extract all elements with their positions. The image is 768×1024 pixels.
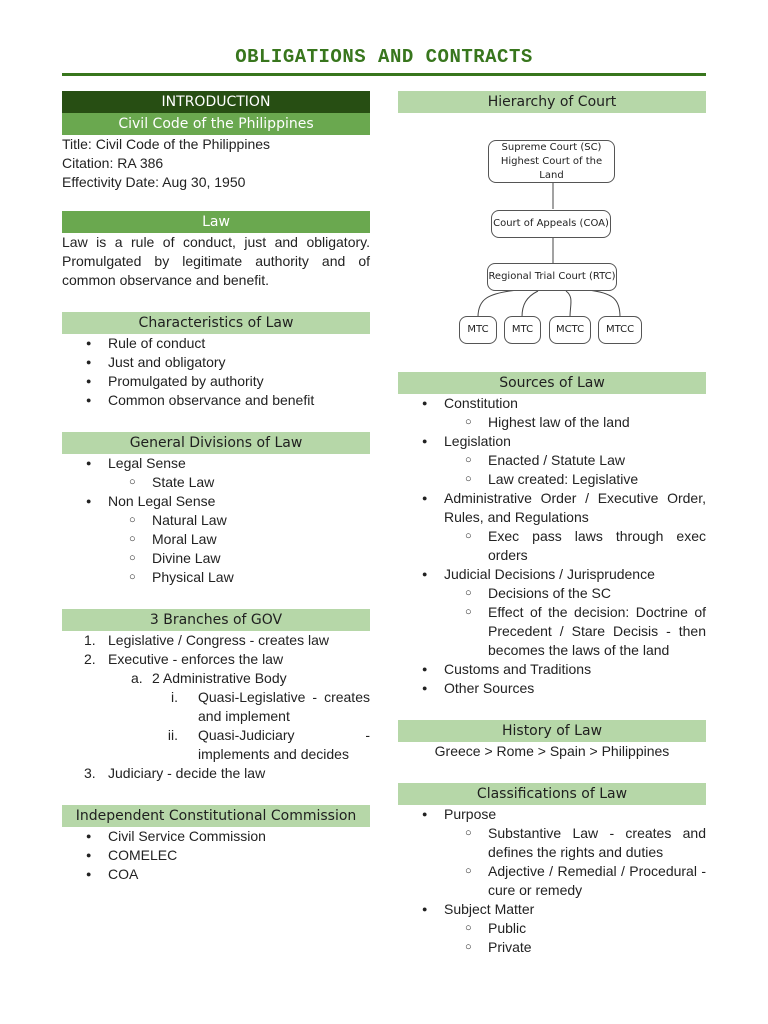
classifications-list xyxy=(398,805,706,957)
left-column xyxy=(62,91,370,884)
commission-list xyxy=(62,827,370,884)
history-text: Greece > Rome > Spain > Philippines xyxy=(434,743,670,759)
list-roman: ii. xyxy=(167,727,178,743)
civil-code-header: Civil Code of the Philippines xyxy=(62,113,370,135)
sub-list-item: ○ Effect of the decision: Doctrine of Precedent / Stare Decisis - then becomes the laws of the land xyxy=(398,603,706,660)
list-item: ● Customs and Traditions xyxy=(398,660,706,679)
list-text: 2 Administrative Body xyxy=(152,670,287,686)
list-item: ● Rule of conduct xyxy=(62,334,370,353)
characteristics-header: Characteristics of Law xyxy=(62,312,370,334)
mtcc-node: MTCC xyxy=(598,316,642,344)
sub-list-item: ○ Enacted / Statute Law xyxy=(398,451,706,470)
court-of-appeals-node: Court of Appeals (COA) xyxy=(491,210,611,238)
law-header: Law xyxy=(62,211,370,233)
sub-list-item: ○ Decisions of the SC xyxy=(398,584,706,603)
list-item: ● Judicial Decisions / Jurisprudence xyxy=(398,565,706,584)
list-item: ● Promulgated by authority xyxy=(62,372,370,391)
divisions-list xyxy=(62,454,370,587)
sources-header: Sources of Law xyxy=(398,372,706,394)
characteristics-list xyxy=(62,334,370,410)
list-text: Quasi-Judiciary - implements and decides xyxy=(198,727,370,762)
list-item: ● Subject Matter xyxy=(398,900,706,919)
list-text: Judiciary - decide the law xyxy=(108,765,266,781)
sub-list-item: ○ Exec pass laws through exec orders xyxy=(398,527,706,565)
history-header: History of Law xyxy=(398,720,706,742)
list-item: ● Other Sources xyxy=(398,679,706,698)
introduction-header: INTRODUCTION xyxy=(62,91,370,113)
list-item: ● Just and obligatory xyxy=(62,353,370,372)
page-title: OBLIGATIONS AND CONTRACTS xyxy=(235,46,533,68)
sub-list-item xyxy=(62,669,370,688)
divisions-header: General Divisions of Law xyxy=(62,432,370,454)
branches-list xyxy=(62,631,370,783)
supreme-court-sublabel: Highest Court of the Land xyxy=(500,155,603,181)
list-number: 3. xyxy=(84,765,96,781)
law-definition: Law is a rule of conduct, just and obligatory. Promulgated by legitimate authority and of common observance and benefit. xyxy=(62,234,370,288)
right-column xyxy=(398,91,706,957)
mtc-node: MTC xyxy=(504,316,541,344)
intro-title-line: Title: Civil Code of the Philippines xyxy=(62,136,271,152)
mtc-node: MTC xyxy=(459,316,497,344)
sub-list-item: ○ Private xyxy=(398,938,706,957)
list-number: 2. xyxy=(84,651,96,667)
list-number: 1. xyxy=(84,632,96,648)
hierarchy-header: Hierarchy of Court xyxy=(398,91,706,113)
list-item: ● Legislation xyxy=(398,432,706,451)
list-text: Executive - enforces the law xyxy=(108,651,284,667)
list-item: ● COMELEC xyxy=(62,846,370,865)
sub-sub-list-item xyxy=(62,726,370,764)
list-item xyxy=(62,650,370,669)
sub-list-item: ○ Law created: Legislative xyxy=(398,470,706,489)
sub-list-item: ○ Highest law of the land xyxy=(398,413,706,432)
intro-citation-line: Citation: RA 386 xyxy=(62,155,164,171)
list-item xyxy=(62,631,370,650)
sub-sub-list-item xyxy=(62,688,370,726)
list-text: Quasi-Legislative - creates and implement xyxy=(198,689,370,724)
list-letter: a. xyxy=(131,670,143,686)
intro-effectivity-line: Effectivity Date: Aug 30, 1950 xyxy=(62,174,246,190)
list-text: Legislative / Congress - creates law xyxy=(108,632,329,648)
connector-rtc-mtc2 xyxy=(522,291,538,317)
connector-rtc-mctc xyxy=(566,291,571,317)
list-item: ● COA xyxy=(62,865,370,884)
branches-header: 3 Branches of GOV xyxy=(62,609,370,631)
sub-list-item: ○ Public xyxy=(398,919,706,938)
title-underline xyxy=(62,73,706,76)
list-item: ● Legal Sense xyxy=(62,454,370,473)
supreme-court-label: Supreme Court (SC) xyxy=(501,141,602,153)
list-item: ● Civil Service Commission xyxy=(62,827,370,846)
sub-list-item: ○ State Law xyxy=(62,473,370,492)
connector-rtc-mtcc xyxy=(588,290,620,317)
classifications-header: Classifications of Law xyxy=(398,783,706,805)
list-item: ● Constitution xyxy=(398,394,706,413)
connector-rtc-mtc1 xyxy=(478,290,518,317)
list-item xyxy=(62,764,370,783)
sub-list-item: ○ Divine Law xyxy=(62,549,370,568)
sub-list-item: ○ Adjective / Remedial / Procedural - cure or remedy xyxy=(398,862,706,900)
mctc-node: MCTC xyxy=(549,316,591,344)
list-item: ● Common observance and benefit xyxy=(62,391,370,410)
sub-list-item: ○ Substantive Law - creates and defines the rights and duties xyxy=(398,824,706,862)
supreme-court-node xyxy=(488,140,615,183)
list-roman: i. xyxy=(171,689,178,705)
regional-trial-court-node: Regional Trial Court (RTC) xyxy=(487,263,617,291)
list-item: ● Administrative Order / Executive Order, Rules, and Regulations xyxy=(398,489,706,527)
commission-header: Independent Constitutional Commission xyxy=(62,805,370,827)
list-item: ● Purpose xyxy=(398,805,706,824)
sub-list-item: ○ Physical Law xyxy=(62,568,370,587)
sub-list-item: ○ Moral Law xyxy=(62,530,370,549)
sources-list xyxy=(398,394,706,698)
list-item: ● Non Legal Sense xyxy=(62,492,370,511)
sub-list-item: ○ Natural Law xyxy=(62,511,370,530)
court-hierarchy-diagram xyxy=(398,113,706,351)
